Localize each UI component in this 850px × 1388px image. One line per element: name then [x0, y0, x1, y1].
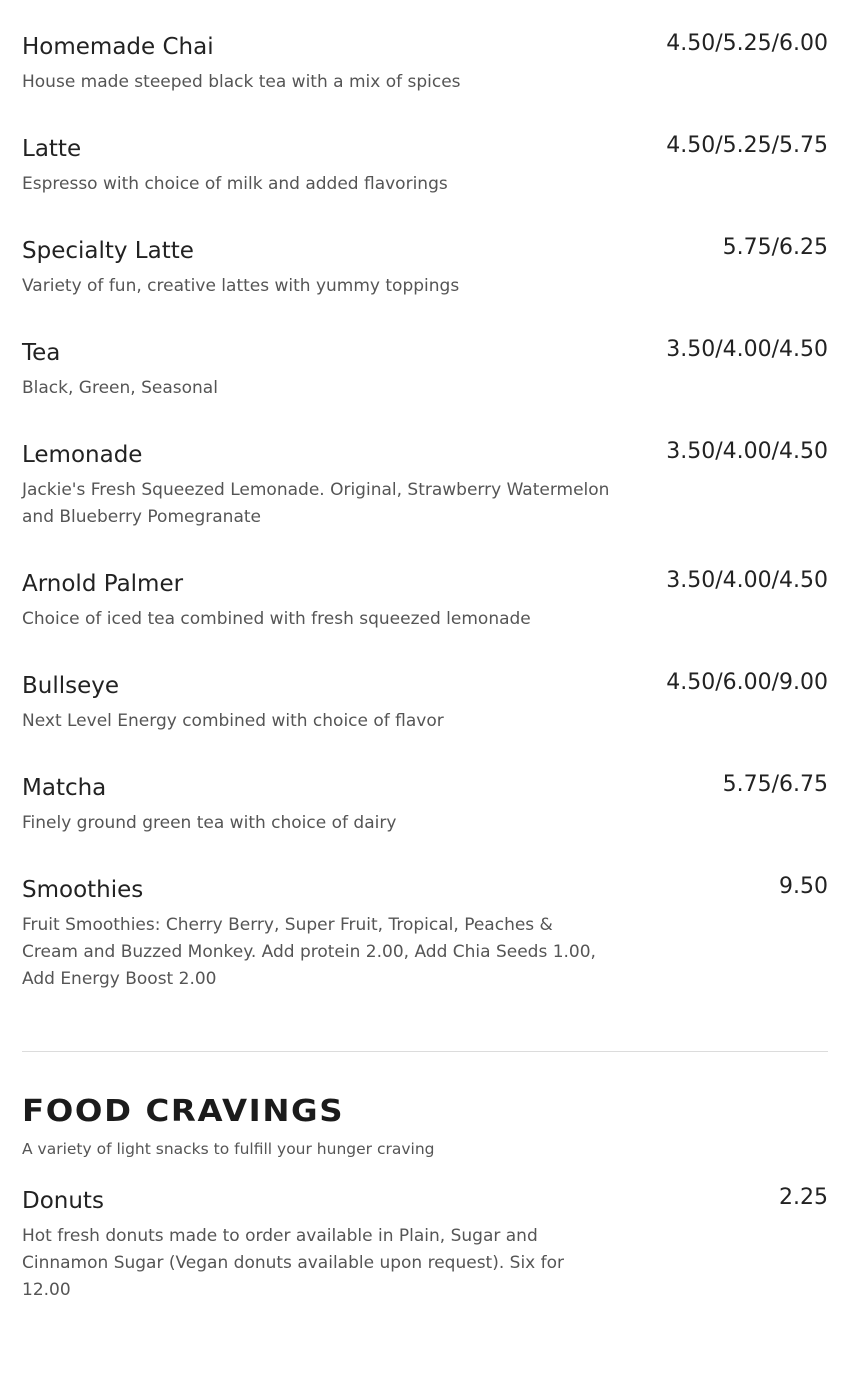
item-price: 4.50/6.00/9.00 — [666, 670, 828, 695]
section-description: A variety of light snacks to fulfill your hunger craving — [22, 1140, 435, 1158]
item-price: 2.25 — [779, 1185, 828, 1210]
item-price: 4.50/5.25/5.75 — [666, 133, 828, 158]
item-name: Bullseye — [22, 673, 120, 699]
item-price: 3.50/4.00/4.50 — [666, 337, 828, 362]
item-price: 5.75/6.75 — [722, 772, 828, 797]
section-food-cravings — [22, 1094, 828, 1340]
item-description: Espresso with choice of milk and added flavorings — [22, 174, 448, 194]
item-name: Matcha — [22, 775, 107, 801]
menu-item-latte — [22, 132, 828, 234]
item-description: Variety of fun, creative lattes with yummy toppings — [22, 276, 460, 296]
menu — [22, 30, 828, 1340]
menu-item-lemonade — [22, 438, 828, 567]
item-description: Next Level Energy combined with choice of flavor — [22, 711, 444, 731]
item-price: 3.50/4.00/4.50 — [666, 568, 828, 593]
menu-item-donuts — [22, 1184, 828, 1340]
item-name: Tea — [22, 340, 61, 366]
menu-item-homemade-chai — [22, 30, 828, 132]
menu-item-matcha — [22, 771, 828, 873]
menu-item-bullseye — [22, 669, 828, 771]
menu-item-specialty-latte — [22, 234, 828, 336]
section-divider — [22, 1051, 828, 1052]
menu-item-arnold-palmer — [22, 567, 828, 669]
menu-item-smoothies — [22, 873, 828, 1029]
item-price: 3.50/4.00/4.50 — [666, 439, 828, 464]
item-name: Homemade Chai — [22, 34, 214, 60]
item-description: Fruit Smoothies: Cherry Berry, Super Fruit, Tropical, Peaches & Cream and Buzzed Monkey. Add protein 2.00, Add Chia Seeds 1.00, Add Energy Boost 2.00 — [22, 915, 596, 989]
item-price: 5.75/6.25 — [722, 235, 828, 260]
item-name: Latte — [22, 136, 82, 162]
item-name: Smoothies — [22, 877, 144, 903]
item-name: Donuts — [22, 1188, 104, 1214]
item-description: Black, Green, Seasonal — [22, 378, 218, 398]
item-description: Jackie's Fresh Squeezed Lemonade. Original, Strawberry Watermelon and Blueberry Pomegranate — [22, 480, 610, 527]
item-description: Finely ground green tea with choice of dairy — [22, 813, 397, 833]
item-description: House made steeped black tea with a mix of spices — [22, 72, 461, 92]
item-name: Arnold Palmer — [22, 571, 184, 597]
item-name: Specialty Latte — [22, 238, 194, 264]
item-price: 4.50/5.25/6.00 — [666, 31, 828, 56]
item-name: Lemonade — [22, 442, 143, 468]
section-title: FOOD CRAVINGS — [22, 1094, 345, 1129]
menu-item-tea — [22, 336, 828, 438]
item-description: Choice of iced tea combined with fresh squeezed lemonade — [22, 609, 531, 629]
item-description: Hot fresh donuts made to order available in Plain, Sugar and Cinnamon Sugar (Vegan donuts available upon request). Six for 12.00 — [22, 1226, 565, 1300]
item-price: 9.50 — [779, 874, 828, 899]
